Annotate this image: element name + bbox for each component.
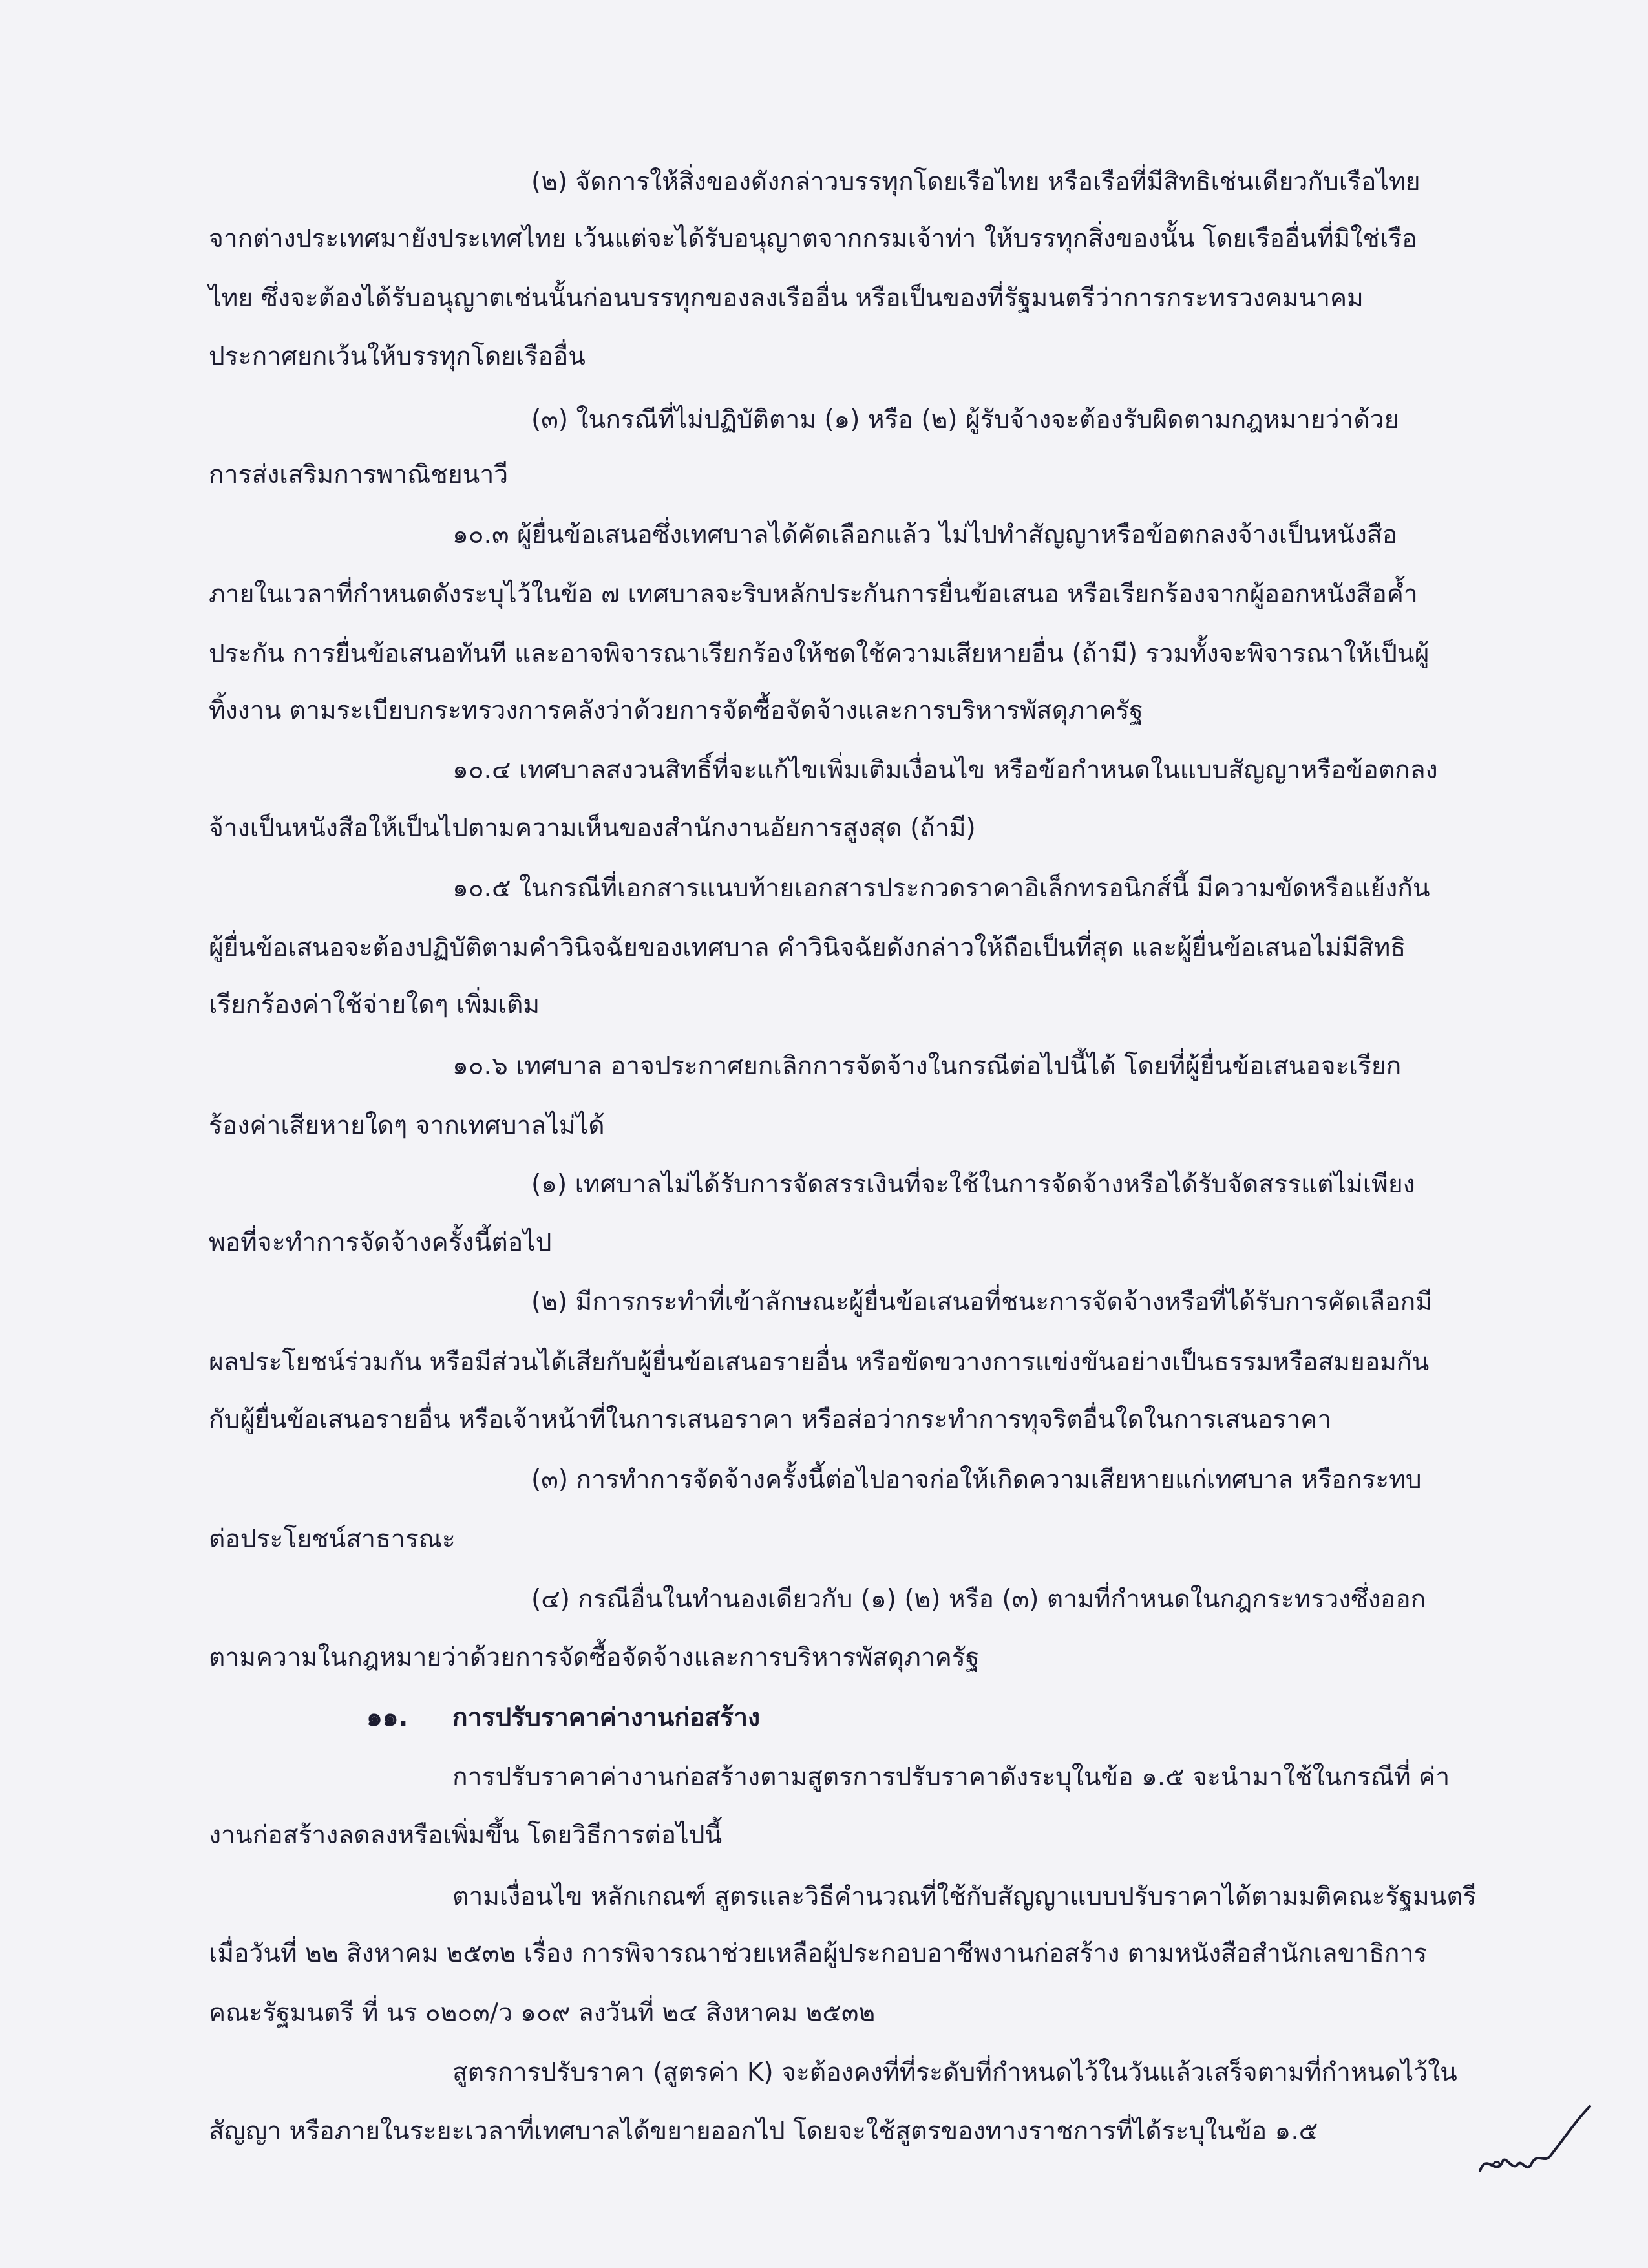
text-line: ร้องค่าเสียหายใดๆ จากเทศบาลไม่ได้ — [209, 1111, 605, 1140]
section-heading: การปรับราคาค่างานก่อสร้าง — [452, 1703, 761, 1732]
text-line: สูตรการปรับราคา (สูตรค่า K) จะต้องคงที่ที่ระดับที่กำหนดไว้ในวันแล้วเสร็จตามที่กำหนดไว้ใน — [452, 2058, 1457, 2087]
text-line: ประกาศยกเว้นให้บรรทุกโดยเรืออื่น — [209, 342, 586, 371]
text-line: ๑๐.๔ เทศบาลสงวนสิทธิ์ที่จะแก้ไขเพิ่มเติมเงื่อนไข หรือข้อกำหนดในแบบสัญญาหรือข้อตกลง — [452, 756, 1438, 785]
text-line: งานก่อสร้างลดลงหรือเพิ่มขึ้น โดยวิธีการต่อไปนี้ — [209, 1821, 723, 1850]
text-line: (๓) การทำการจัดจ้างครั้งนี้ต่อไปอาจก่อให้เกิดความเสียหายแก่เทศบาล หรือกระทบ — [531, 1465, 1422, 1494]
text-line: ประกัน การยื่นข้อเสนอทันที และอาจพิจารณาเรียกร้องให้ชดใช้ความเสียหายอื่น (ถ้ามี) รวมทั้งจะพิจารณาให้เป็นผู้ — [209, 639, 1430, 668]
text-line: (๒) จัดการให้สิ่งของดังกล่าวบรรทุกโดยเรือไทย หรือเรือที่มีสิทธิเช่นเดียวกับเรือไทย — [531, 167, 1421, 196]
text-line: (๓) ในกรณีที่ไม่ปฏิบัติตาม (๑) หรือ (๒) ผู้รับจ้างจะต้องรับผิดตามกฎหมายว่าด้วย — [531, 405, 1399, 434]
text-line: ๑๐.๕ ในกรณีที่เอกสารแนบท้ายเอกสารประกวดราคาอิเล็กทรอนิกส์นี้ มีความขัดหรือแย้งกัน — [452, 874, 1430, 903]
text-line: เรียกร้องค่าใช้จ่ายใดๆ เพิ่มเติม — [209, 990, 540, 1019]
text-line: (๒) มีการกระทำที่เข้าลักษณะผู้ยื่นข้อเสนอที่ชนะการจัดจ้างหรือที่ได้รับการคัดเลือกมี — [531, 1288, 1432, 1317]
text-line: ๑๐.๖ เทศบาล อาจประกาศยกเลิกการจัดจ้างในกรณีต่อไปนี้ได้ โดยที่ผู้ยื่นข้อเสนอจะเรียก — [452, 1052, 1402, 1081]
text-line: ไทย ซึ่งจะต้องได้รับอนุญาตเช่นนั้นก่อนบรรทุกของลงเรืออื่น หรือเป็นของที่รัฐมนตรีว่าการกระทรวงคมนาคม — [209, 284, 1364, 313]
text-line: การปรับราคาค่างานก่อสร้างตามสูตรการปรับราคาดังระบุในข้อ ๑.๕ จะนำมาใช้ในกรณีที่ ค่า — [452, 1763, 1450, 1792]
text-line: การส่งเสริมการพาณิชยนาวี — [209, 460, 509, 489]
text-line: ภายในเวลาที่กำหนดดังระบุไว้ในข้อ ๗ เทศบาลจะริบหลักประกันการยื่นข้อเสนอ หรือเรียกร้องจากผู้ออกหนังสือค้ำ — [209, 580, 1418, 609]
text-line: พอที่จะทำการจัดจ้างครั้งนี้ต่อไป — [209, 1228, 552, 1257]
text-line: จากต่างประเทศมายังประเทศไทย เว้นแต่จะได้รับอนุญาตจากกรมเจ้าท่า ให้บรรทุกสิ่งของนั้น โดยเรืออื่นที่มิใช่เรือ — [209, 224, 1417, 253]
text-line: ผลประโยชน์ร่วมกัน หรือมีส่วนได้เสียกับผู้ยื่นข้อเสนอรายอื่น หรือขัดขวางการแข่งขันอย่างเป็นธรรมหรือสมยอมกัน — [209, 1348, 1430, 1377]
text-line: เมื่อวันที่ ๒๒ สิงหาคม ๒๕๓๒ เรื่อง การพิจารณาช่วยเหลือผู้ประกอบอาชีพงานก่อสร้าง ตามหนังสือสำนักเลขาธิการ — [209, 1939, 1428, 1968]
text-line: ต่อประโยชน์สาธารณะ — [209, 1525, 456, 1554]
text-line: สัญญา หรือภายในระยะเวลาที่เทศบาลได้ขยายออกไป โดยจะใช้สูตรของทางราชการที่ได้ระบุในข้อ ๑.๕ — [209, 2117, 1318, 2146]
text-line: จ้างเป็นหนังสือให้เป็นไปตามความเห็นของสำนักงานอัยการสูงสุด (ถ้ามี) — [209, 814, 976, 843]
signature-mark — [1467, 2100, 1596, 2190]
text-line: (๔) กรณีอื่นในทำนองเดียวกับ (๑) (๒) หรือ (๓) ตามที่กำหนดในกฎกระทรวงซึ่งออก — [531, 1585, 1426, 1614]
section-number: ๑๑. — [366, 1703, 408, 1732]
text-line: คณะรัฐมนตรี ที่ นร ๐๒๐๓/ว ๑๐๙ ลงวันที่ ๒๔ สิงหาคม ๒๕๓๒ — [209, 1998, 876, 2028]
text-line: ๑๐.๓ ผู้ยื่นข้อเสนอซึ่งเทศบาลได้คัดเลือกแล้ว ไม่ไปทำสัญญาหรือข้อตกลงจ้างเป็นหนังสือ — [452, 520, 1398, 549]
text-line: ตามความในกฎหมายว่าด้วยการจัดซื้อจัดจ้างและการบริหารพัสดุภาครัฐ — [209, 1643, 980, 1672]
text-line: (๑) เทศบาลไม่ได้รับการจัดสรรเงินที่จะใช้ในการจัดจ้างหรือได้รับจัดสรรแต่ไม่เพียง — [531, 1170, 1415, 1199]
text-line: ทิ้งงาน ตามระเบียบกระทรวงการคลังว่าด้วยการจัดซื้อจัดจ้างและการบริหารพัสดุภาครัฐ — [209, 696, 1143, 725]
text-line: ผู้ยื่นข้อเสนอจะต้องปฏิบัติตามคำวินิจฉัยของเทศบาล คำวินิจฉัยดังกล่าวให้ถือเป็นที่สุด และผู้ยื่นข้อเสนอไม่มีสิทธิ — [209, 933, 1406, 962]
text-line: กับผู้ยื่นข้อเสนอรายอื่น หรือเจ้าหน้าที่ในการเสนอราคา หรือส่อว่ากระทำการทุจริตอื่นใดในการเสนอราคา — [209, 1405, 1332, 1434]
text-line: ตามเงื่อนไข หลักเกณฑ์ สูตรและวิธีคำนวณที่ใช้กับสัญญาแบบปรับราคาได้ตามมติคณะรัฐมนตรี — [452, 1882, 1477, 1911]
